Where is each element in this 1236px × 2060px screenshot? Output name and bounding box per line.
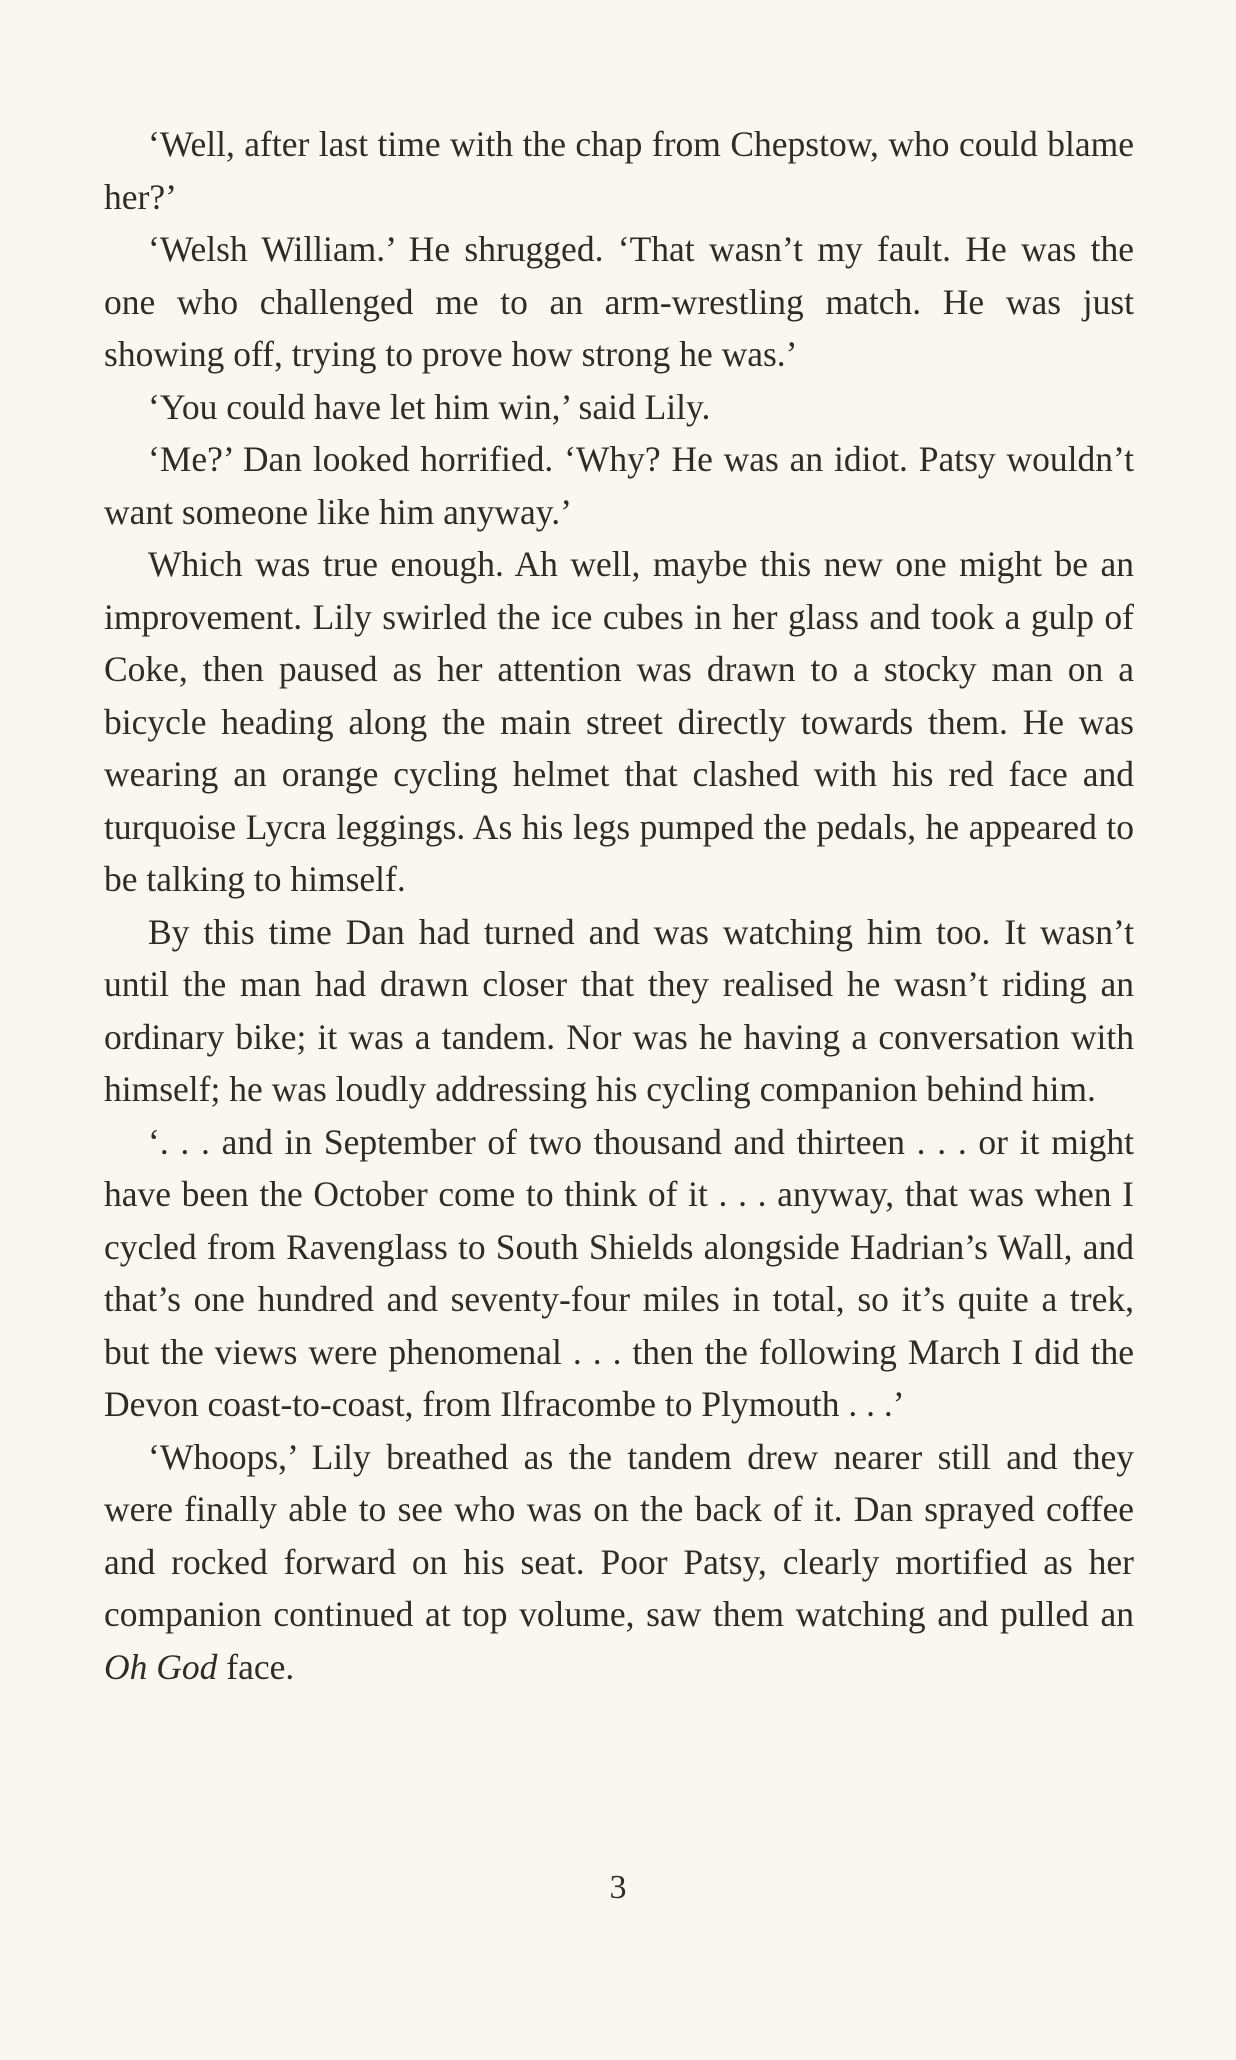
page-number: 3 (609, 1869, 627, 1906)
paragraph-tail: face. (217, 1646, 295, 1687)
paragraph: ‘Well, after last time with the chap from Chepstow, who could blame her?’ (104, 124, 1134, 217)
paragraph: ‘Welsh William.’ He shrugged. ‘That wasn’t my fault. He was the one who challenged me to an arm-wrestling match. He was just showing off, trying to prove how strong he was.’ (104, 229, 1134, 374)
paragraph: Which was true enough. Ah well, maybe this new one might be an improvement. Lily swirled the ice cubes in her glass and took a gulp of Coke, then paused as her attention was drawn to a stocky man on a bicycle heading along the main street directly towards them. He was wearing an orange cycling helmet that clashed with his red face and turquoise Lycra leggings. As his legs pumped the pedals, he appeared to be talking to himself. (104, 544, 1134, 899)
paragraph: ‘You could have let him win,’ said Lily. (148, 386, 711, 427)
paragraph (104, 1431, 1134, 1694)
italic-phrase: Oh God (104, 1646, 218, 1687)
body-text (104, 118, 1134, 1693)
paragraph-text: ‘Whoops,’ Lily breathed as the tandem drew nearer still and they were finally able to see who was on the back of it. Dan sprayed coffee and rocked forward on his seat. Poor Patsy, clearly mortified as her companion continued at top volume, saw them watching and pulled an (104, 1436, 1134, 1634)
paragraph: By this time Dan had turned and was watching him too. It wasn’t until the man had drawn closer that they realised he wasn’t riding an ordinary bike; it was a tandem. Nor was he having a conversation with himself; he was loudly addressing his cycling companion behind him. (104, 911, 1134, 1109)
paragraph: ‘. . . and in September of two thousand and thirteen . . . or it might have been the October come to think of it . . . anyway, that was when I cycled from Ravenglass to South Shields alongside Hadrian’s Wall, and that’s one hundred and seventy-four miles in total, so it’s quite a trek, but the views were phenomenal . . . then the following March I did the Devon coast-to-coast, from Ilfracombe to Plymouth . . .’ (104, 1121, 1134, 1424)
paragraph: ‘Me?’ Dan looked horrified. ‘Why? He was an idiot. Patsy wouldn’t want someone like him anyway.’ (104, 439, 1134, 532)
